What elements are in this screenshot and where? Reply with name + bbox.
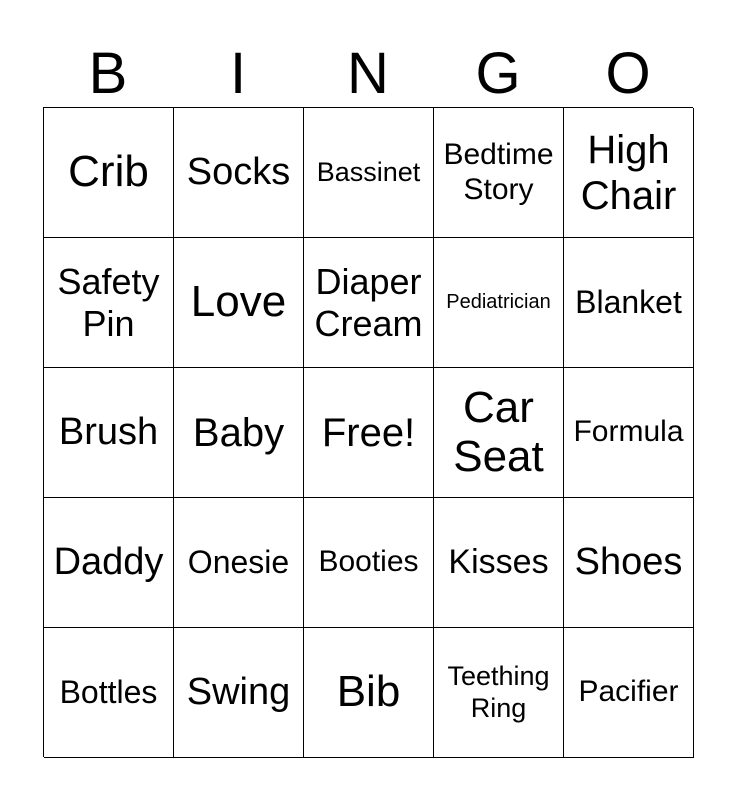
bingo-cell[interactable]	[434, 108, 564, 238]
header-letter-o: O	[605, 41, 651, 106]
cell-label: Formula	[573, 415, 684, 449]
bingo-cell[interactable]	[304, 628, 434, 758]
header-letter-n: N	[347, 41, 389, 106]
bingo-cell[interactable]	[304, 498, 434, 628]
cell-label: Love	[190, 277, 287, 327]
header-letter-b: B	[88, 41, 128, 106]
bingo-cell[interactable]	[434, 628, 564, 758]
bingo-cell[interactable]	[434, 238, 564, 368]
bingo-cell[interactable]	[44, 108, 174, 238]
cell-label: Bottles	[59, 674, 158, 711]
cell-label: Blanket	[575, 284, 682, 321]
bingo-cell[interactable]	[44, 498, 174, 628]
bingo-cell[interactable]	[174, 108, 304, 238]
bingo-cell[interactable]	[564, 368, 694, 498]
cell-label: Bassinet	[316, 156, 421, 187]
bingo-header	[43, 41, 693, 106]
bingo-cell[interactable]	[44, 628, 174, 758]
cell-label: Swing	[186, 670, 291, 713]
bingo-cell[interactable]	[44, 238, 174, 368]
bingo-cell[interactable]	[174, 628, 304, 758]
header-letter-i: I	[229, 41, 247, 106]
bingo-cell[interactable]	[44, 368, 174, 498]
bingo-cell[interactable]	[564, 498, 694, 628]
cell-label: Kisses	[448, 542, 549, 581]
bingo-cell[interactable]	[564, 108, 694, 238]
cell-label: Baby	[192, 410, 285, 455]
bingo-cell[interactable]	[564, 628, 694, 758]
bingo-cell[interactable]	[174, 238, 304, 368]
bingo-cell[interactable]	[434, 368, 564, 498]
bingo-cell[interactable]	[564, 238, 694, 368]
free-space-label: Free!	[321, 410, 416, 455]
cell-label: Booties	[318, 545, 419, 579]
cell-label: Bedtime Story	[443, 138, 554, 206]
cell-label: Daddy	[53, 540, 164, 583]
header-letter-g: G	[475, 41, 521, 106]
cell-label: Safety Pin	[57, 261, 160, 344]
cell-label: Pediatrician	[446, 291, 551, 313]
cell-label: Onesie	[187, 544, 290, 581]
cell-label: Bib	[336, 667, 401, 717]
bingo-cell[interactable]	[174, 368, 304, 498]
cell-label: Shoes	[574, 540, 683, 583]
bingo-cell[interactable]	[304, 108, 434, 238]
bingo-board	[43, 107, 693, 757]
cell-label: Brush	[58, 410, 159, 453]
cell-label: Pacifier	[578, 675, 679, 709]
cell-label: Socks	[186, 150, 291, 193]
cell-label: Crib	[68, 147, 149, 197]
bingo-cell[interactable]	[304, 238, 434, 368]
cell-label: Car Seat	[453, 383, 544, 481]
cell-label: Diaper Cream	[314, 261, 423, 344]
bingo-cell[interactable]	[434, 498, 564, 628]
bingo-cell[interactable]	[174, 498, 304, 628]
cell-label: Teething Ring	[447, 661, 550, 723]
cell-label: High Chair	[580, 127, 677, 218]
free-space-cell[interactable]	[304, 368, 434, 498]
